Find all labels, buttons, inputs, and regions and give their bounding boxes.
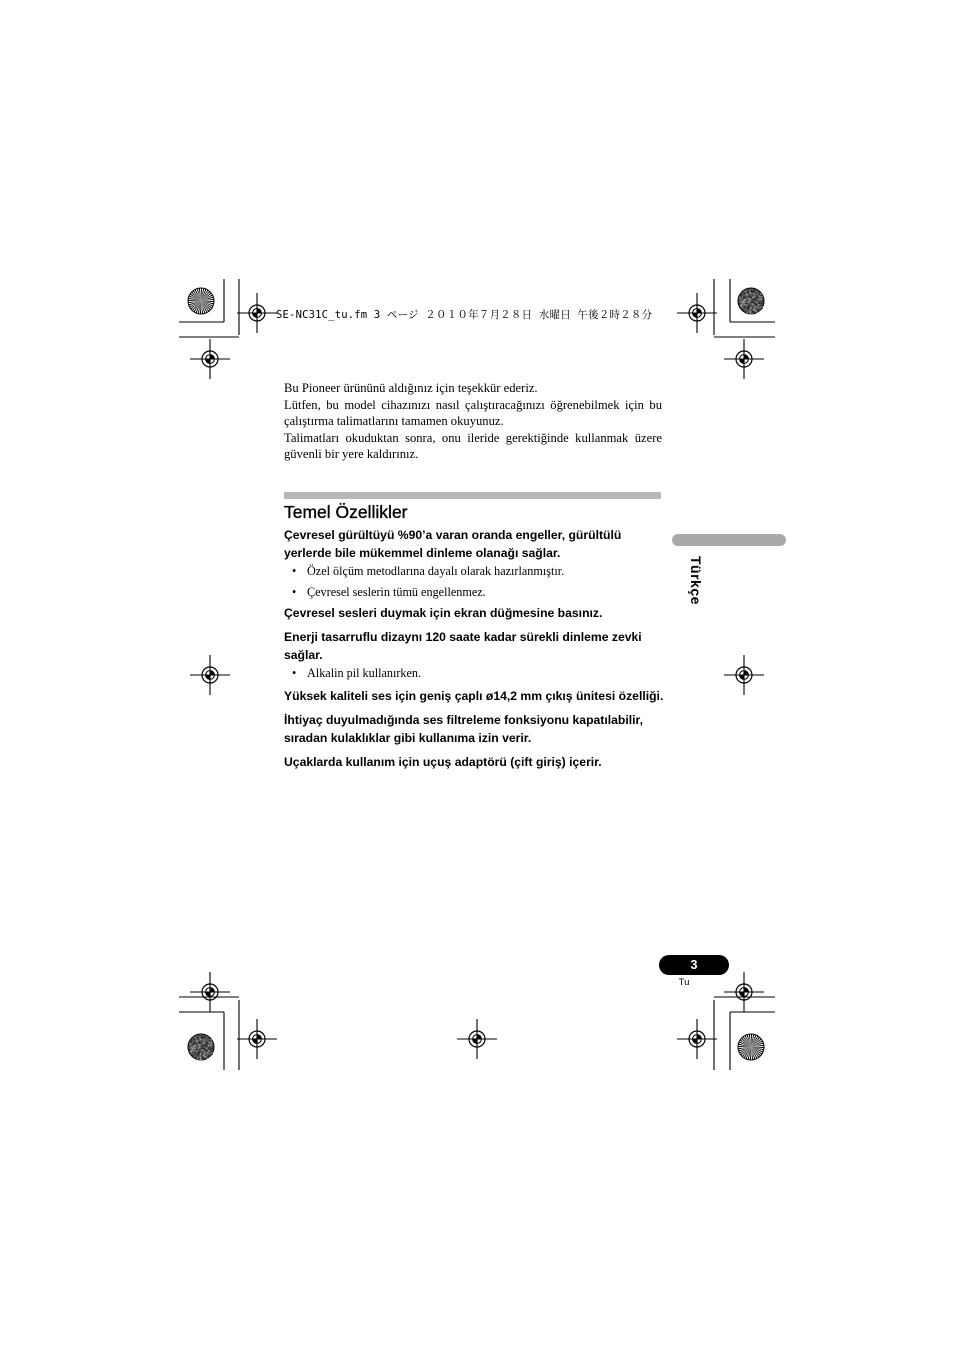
intro-line-3: Talimatları okuduktan sonra, onu ileride gerektiğinde kullanmak üzere güvenli bir yere kaldırınız. [284, 430, 662, 462]
features-list [284, 526, 664, 771]
starburst-target-icon [738, 1034, 764, 1060]
bullet-text: Alkalin pil kullanırken. [307, 666, 422, 680]
page-language-code: Tu [678, 977, 690, 988]
language-tab-label: Türkçe [688, 556, 704, 605]
feature-heading: Enerji tasarruflu dizaynı 120 saate kadar sürekli dinleme zevki sağlar. [284, 630, 642, 662]
feature-heading: Uçaklarda kullanım için uçuş adaptörü (çift giriş) içerir. [284, 755, 602, 769]
starburst-target-icon [188, 288, 214, 314]
bullet-text: Özel ölçüm metodlarına dayalı olarak hazırlanmıştır. [307, 564, 565, 578]
feature-bullet [284, 563, 664, 579]
feature-heading: Çevresel sesleri duymak için ekran düğmesine basınız. [284, 606, 603, 620]
bullet-text: Çevresel seslerin tümü engellenmez. [307, 585, 486, 599]
intro-line-1: Bu Pioneer ürününü aldığınız için teşekkür ederiz. [284, 381, 538, 395]
intro-line-2: Lütfen, bu model cihazınızı nasıl çalıştıracağınızı öğrenebilmek için bu çalıştırma talimatlarını tamamen okuyunuz. [284, 397, 662, 429]
bullet-dot: • [292, 585, 297, 599]
language-tab-bar [672, 534, 786, 546]
feature-heading: Yüksek kaliteli ses için geniş çaplı ø14,2 mm çıkış ünitesi özelliği. [284, 689, 664, 703]
feature-bullet [284, 665, 664, 681]
section-title: Temel Özellikler [284, 502, 408, 522]
section-rule [284, 492, 661, 499]
feature-heading: İhtiyaç duyulmadığında ses filtreleme fonksiyonu kapatılabilir, sıradan kulaklıklar gibi kullanıma izin verir. [284, 713, 643, 745]
intro-text [284, 380, 662, 463]
bullet-dot: • [292, 564, 297, 578]
feature-heading: Çevresel gürültüyü %90’a varan oranda engeller, gürültülü yerlerde bile mükemmel dinleme olanağı sağlar. [284, 528, 622, 560]
page-number: 3 [659, 955, 729, 975]
halftone-target-icon [738, 288, 764, 314]
feature-bullet [284, 584, 664, 600]
file-info-header: SE-NC31C_tu.fm 3 ページ ２０１０年７月２８日 水曜日 午後２時２８分 [276, 309, 653, 321]
halftone-target-icon [188, 1034, 214, 1060]
bullet-dot: • [292, 666, 297, 680]
